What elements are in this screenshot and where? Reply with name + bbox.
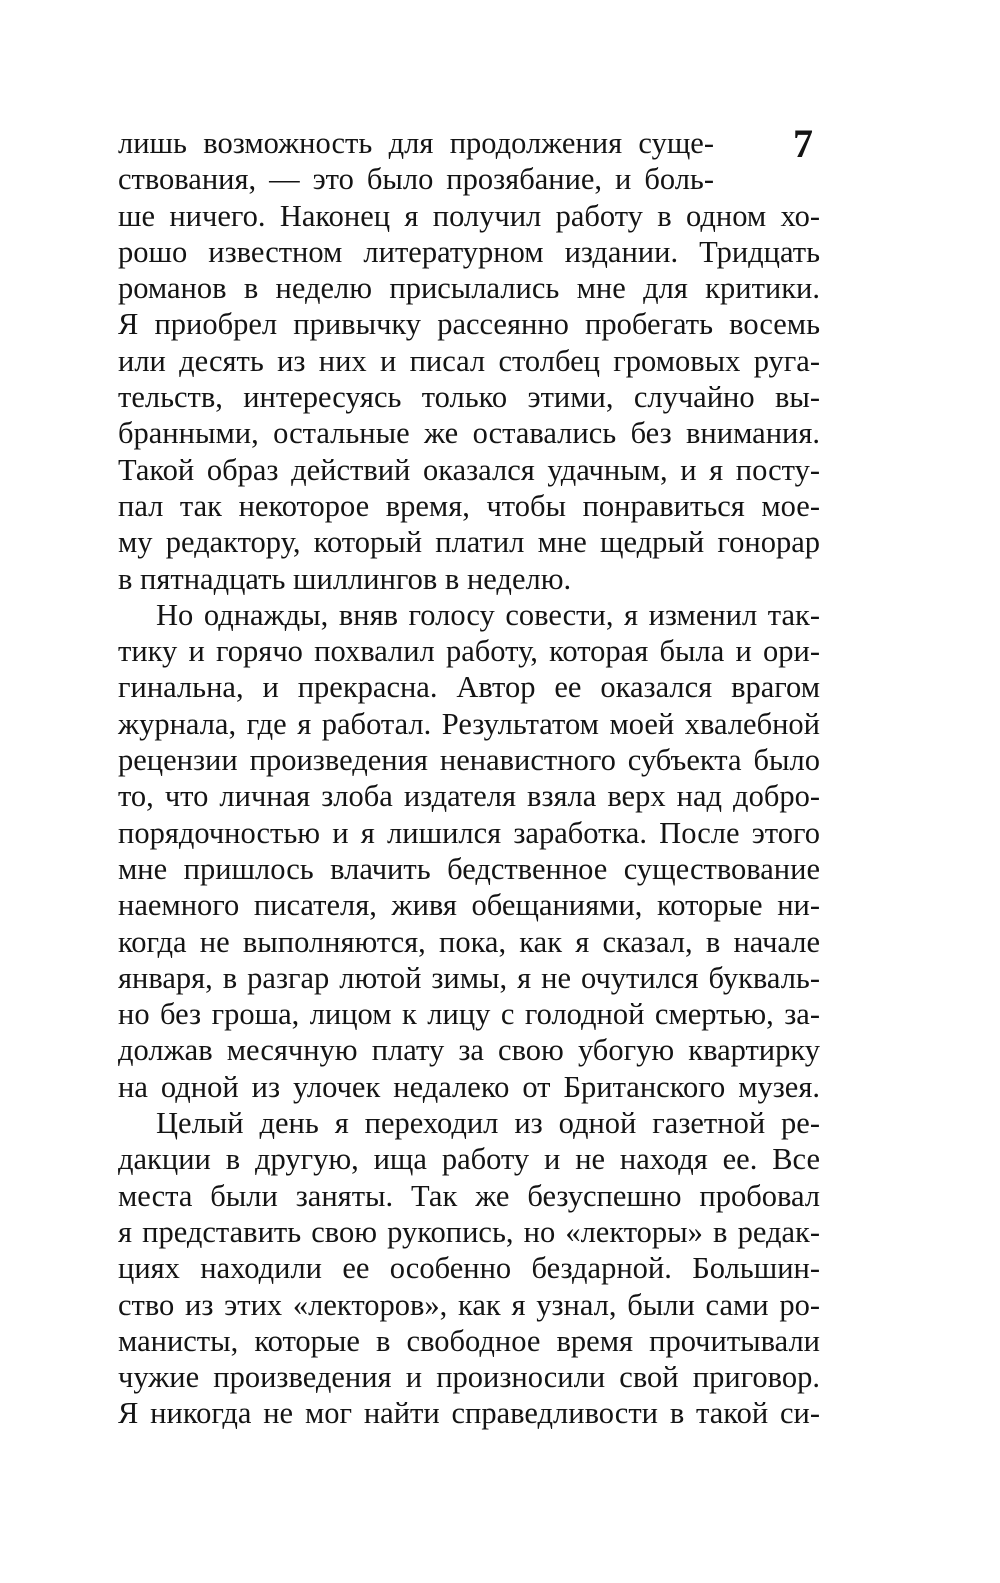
text-line: му редактору, который платил мне щедрый гонорар: [118, 525, 820, 560]
text-line: ствования, — это было прозябание, и боль-: [118, 162, 714, 197]
text-line: января, в разгар лютой зимы, я не очутился букваль-: [118, 960, 820, 995]
text-line: когда не выполняются, пока, как я сказал, в начале: [118, 924, 820, 959]
page-number: 7: [793, 121, 813, 166]
text-line: наемного писателя, живя обещаниями, которые ни-: [118, 888, 820, 923]
text-line: Я никогда не мог найти справедливости в такой си-: [118, 1396, 820, 1431]
text-line: на одной из улочек недалеко от Британского музея.: [118, 1069, 820, 1104]
text-line: я представить свою рукопись, но «лекторы» в редак-: [118, 1214, 820, 1249]
text-line: Целый день я переходил из одной газетной ре-: [156, 1106, 820, 1141]
text-line: Но однажды, вняв голосу совести, я изменил так-: [156, 597, 820, 632]
text-line: дакции в другую, ища работу и не находя ее. Все: [118, 1142, 820, 1177]
text-line: тику и горячо похвалил работу, которая была и ори-: [118, 634, 820, 669]
text-line: места были заняты. Так же безуспешно пробовал: [118, 1178, 820, 1213]
text-line: гинальна, и прекрасна. Автор ее оказался врагом: [118, 670, 820, 705]
text-line: ше ничего. Наконец я получил работу в одном хо-: [118, 198, 820, 233]
text-line: или десять из них и писал столбец громовых руга-: [118, 343, 820, 378]
text-line: чужие произведения и произносили свой приговор.: [118, 1360, 820, 1395]
paragraph: [118, 125, 820, 597]
text-line: должав месячную плату за свою убогую квартирку: [118, 1033, 820, 1068]
paragraph: [118, 1105, 820, 1432]
text-line: манисты, которые в свободное время прочитывали: [118, 1323, 820, 1358]
text-line: Такой образ действий оказался удачным, и я посту-: [118, 452, 820, 487]
text-line: Я приобрел привычку рассеянно пробегать восемь: [118, 307, 820, 342]
text-line: журнала, где я работал. Результатом моей хвалебной: [118, 706, 820, 741]
paragraph: [118, 597, 820, 1105]
body-text: [118, 125, 820, 1432]
text-line: порядочностью и я лишился заработка. После этого: [118, 815, 820, 850]
text-line: лишь возможность для продолжения суще-: [118, 126, 714, 160]
text-line: бранными, остальные же оставались без внимания.: [118, 416, 820, 451]
text-line: тельств, интересуясь только этими, случайно вы-: [118, 380, 820, 415]
text-line: ство из этих «лекторов», как я узнал, были сами ро-: [118, 1287, 820, 1322]
text-line: романов в неделю присылались мне для критики.: [118, 271, 820, 306]
text-line: то, что личная злоба издателя взяла верх над добро-: [118, 779, 820, 814]
text-line: рошо известном литературном издании. Тридцать: [118, 234, 820, 269]
text-line: мне пришлось влачить бедственное существование: [118, 851, 820, 886]
text-line: но без гроша, лицом к лицу с голодной смертью, за-: [118, 997, 820, 1032]
text-line: рецензии произведения ненавистного субъекта было: [118, 743, 820, 778]
text-line: циях находили ее особенно бездарной. Большин-: [118, 1251, 820, 1286]
text-line: в пятнадцать шиллингов в неделю.: [118, 561, 572, 596]
text-line: пал так некоторое время, чтобы понравиться мое-: [118, 488, 820, 523]
